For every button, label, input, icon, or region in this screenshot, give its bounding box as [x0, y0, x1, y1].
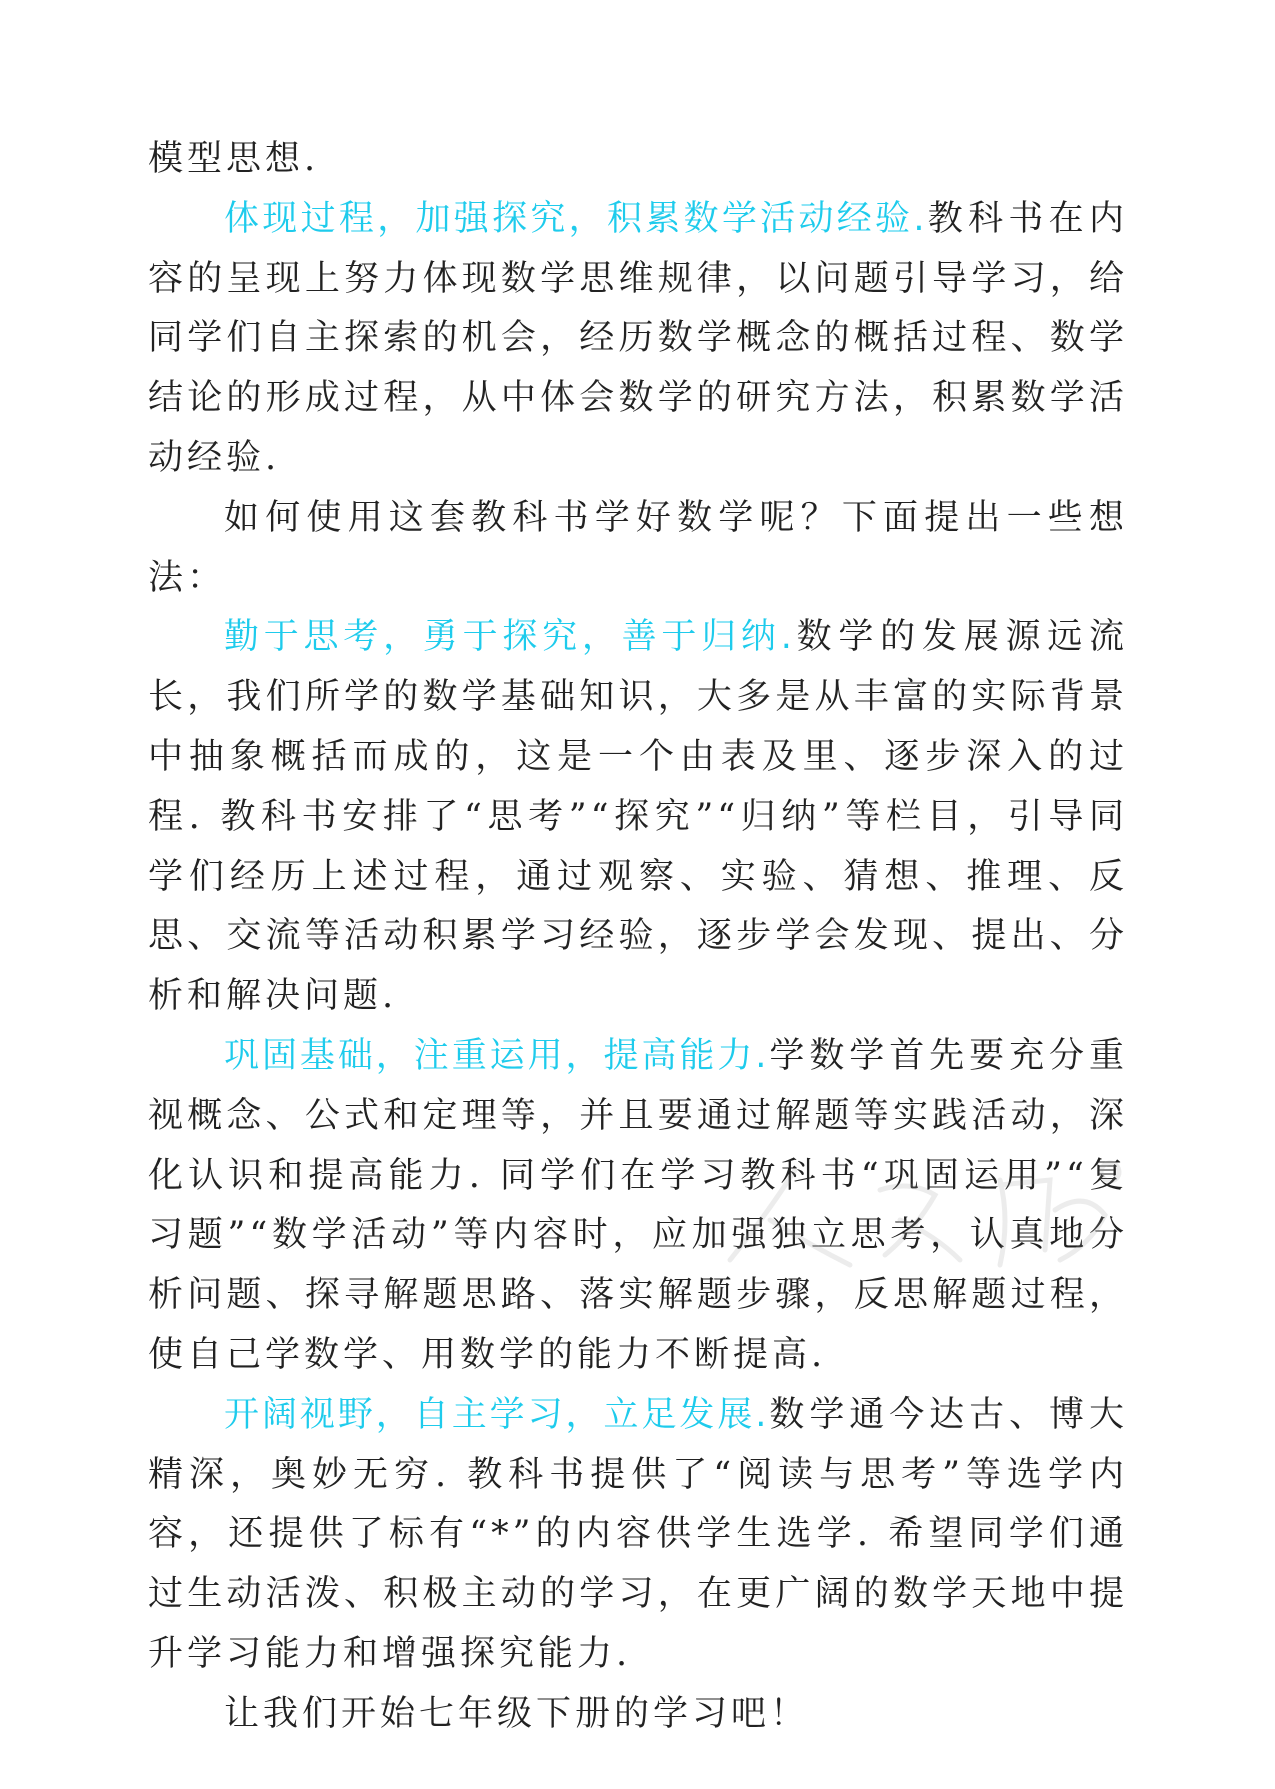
paragraph-4-heading: 勤于思考，勇于探究，善于归纳.: [224, 617, 794, 658]
paragraph-6-heading: 开阔视野，自主学习，立足发展.: [224, 1394, 769, 1435]
paragraph-1: [148, 130, 1128, 190]
paragraph-4-text: 数学的发展源远流长，我们所学的数学基础知识，大多是从丰富的实际背景中抽象概括而成的，这是一个由表及里、逐步深入的过程. 教科书安排了“思考”“探究”“归纳”等栏目，引导同学们经历上述过程，通过观察、实验、猜想、推理、反思、交流等活动积累学习经验，逐步学会发现、提出、分析和解决问题.: [148, 617, 1128, 1017]
paragraph-1-text: 模型思想.: [148, 139, 320, 179]
paragraph-5-text: 学数学首先要充分重视概念、公式和定理等，并且要通过解题等实践活动，深化认识和提高能力. 同学们在学习教科书“巩固运用”“复习题”“数学活动”等内容时，应加强独立思考，认真地分析问题、探寻解题思路、落实解题步骤，反思解题过程，使自己学数学、用数学的能力不断提高.: [148, 1035, 1128, 1375]
paragraph-2-heading: 体现过程，加强探究，积累数学活动经验.: [224, 198, 927, 239]
page-body: [148, 130, 1128, 1745]
paragraph-6: [148, 1386, 1128, 1685]
paragraph-3: [148, 489, 1128, 609]
paragraph-6-text: 数学通今达古、博大精深，奥妙无穷. 教科书提供了“阅读与思考”等选学内容，还提供了标有“*”的内容供学生选学. 希望同学们通过生动活泼、积极主动的学习，在更广阔的数学天地中提升学习能力和增强探究能力.: [148, 1394, 1128, 1674]
paragraph-3-text: 如何使用这套教科书学好数学呢？下面提出一些想法：: [148, 497, 1128, 598]
paragraph-2: [148, 190, 1128, 489]
paragraph-7: [148, 1685, 1128, 1745]
paragraph-4: [148, 608, 1128, 1027]
watermark-logo-icon: [700, 1150, 1130, 1280]
paragraph-2-text: 教科书在内容的呈现上努力体现数学思维规律，以问题引导学习，给同学们自主探索的机会，经历数学概念的概括过程、数学结论的形成过程，从中体会数学的研究方法，积累数学活动经验.: [148, 198, 1128, 478]
paragraph-7-text: 让我们开始七年级下册的学习吧！: [224, 1693, 810, 1734]
paragraph-5-heading: 巩固基础，注重运用，提高能力.: [224, 1035, 769, 1076]
